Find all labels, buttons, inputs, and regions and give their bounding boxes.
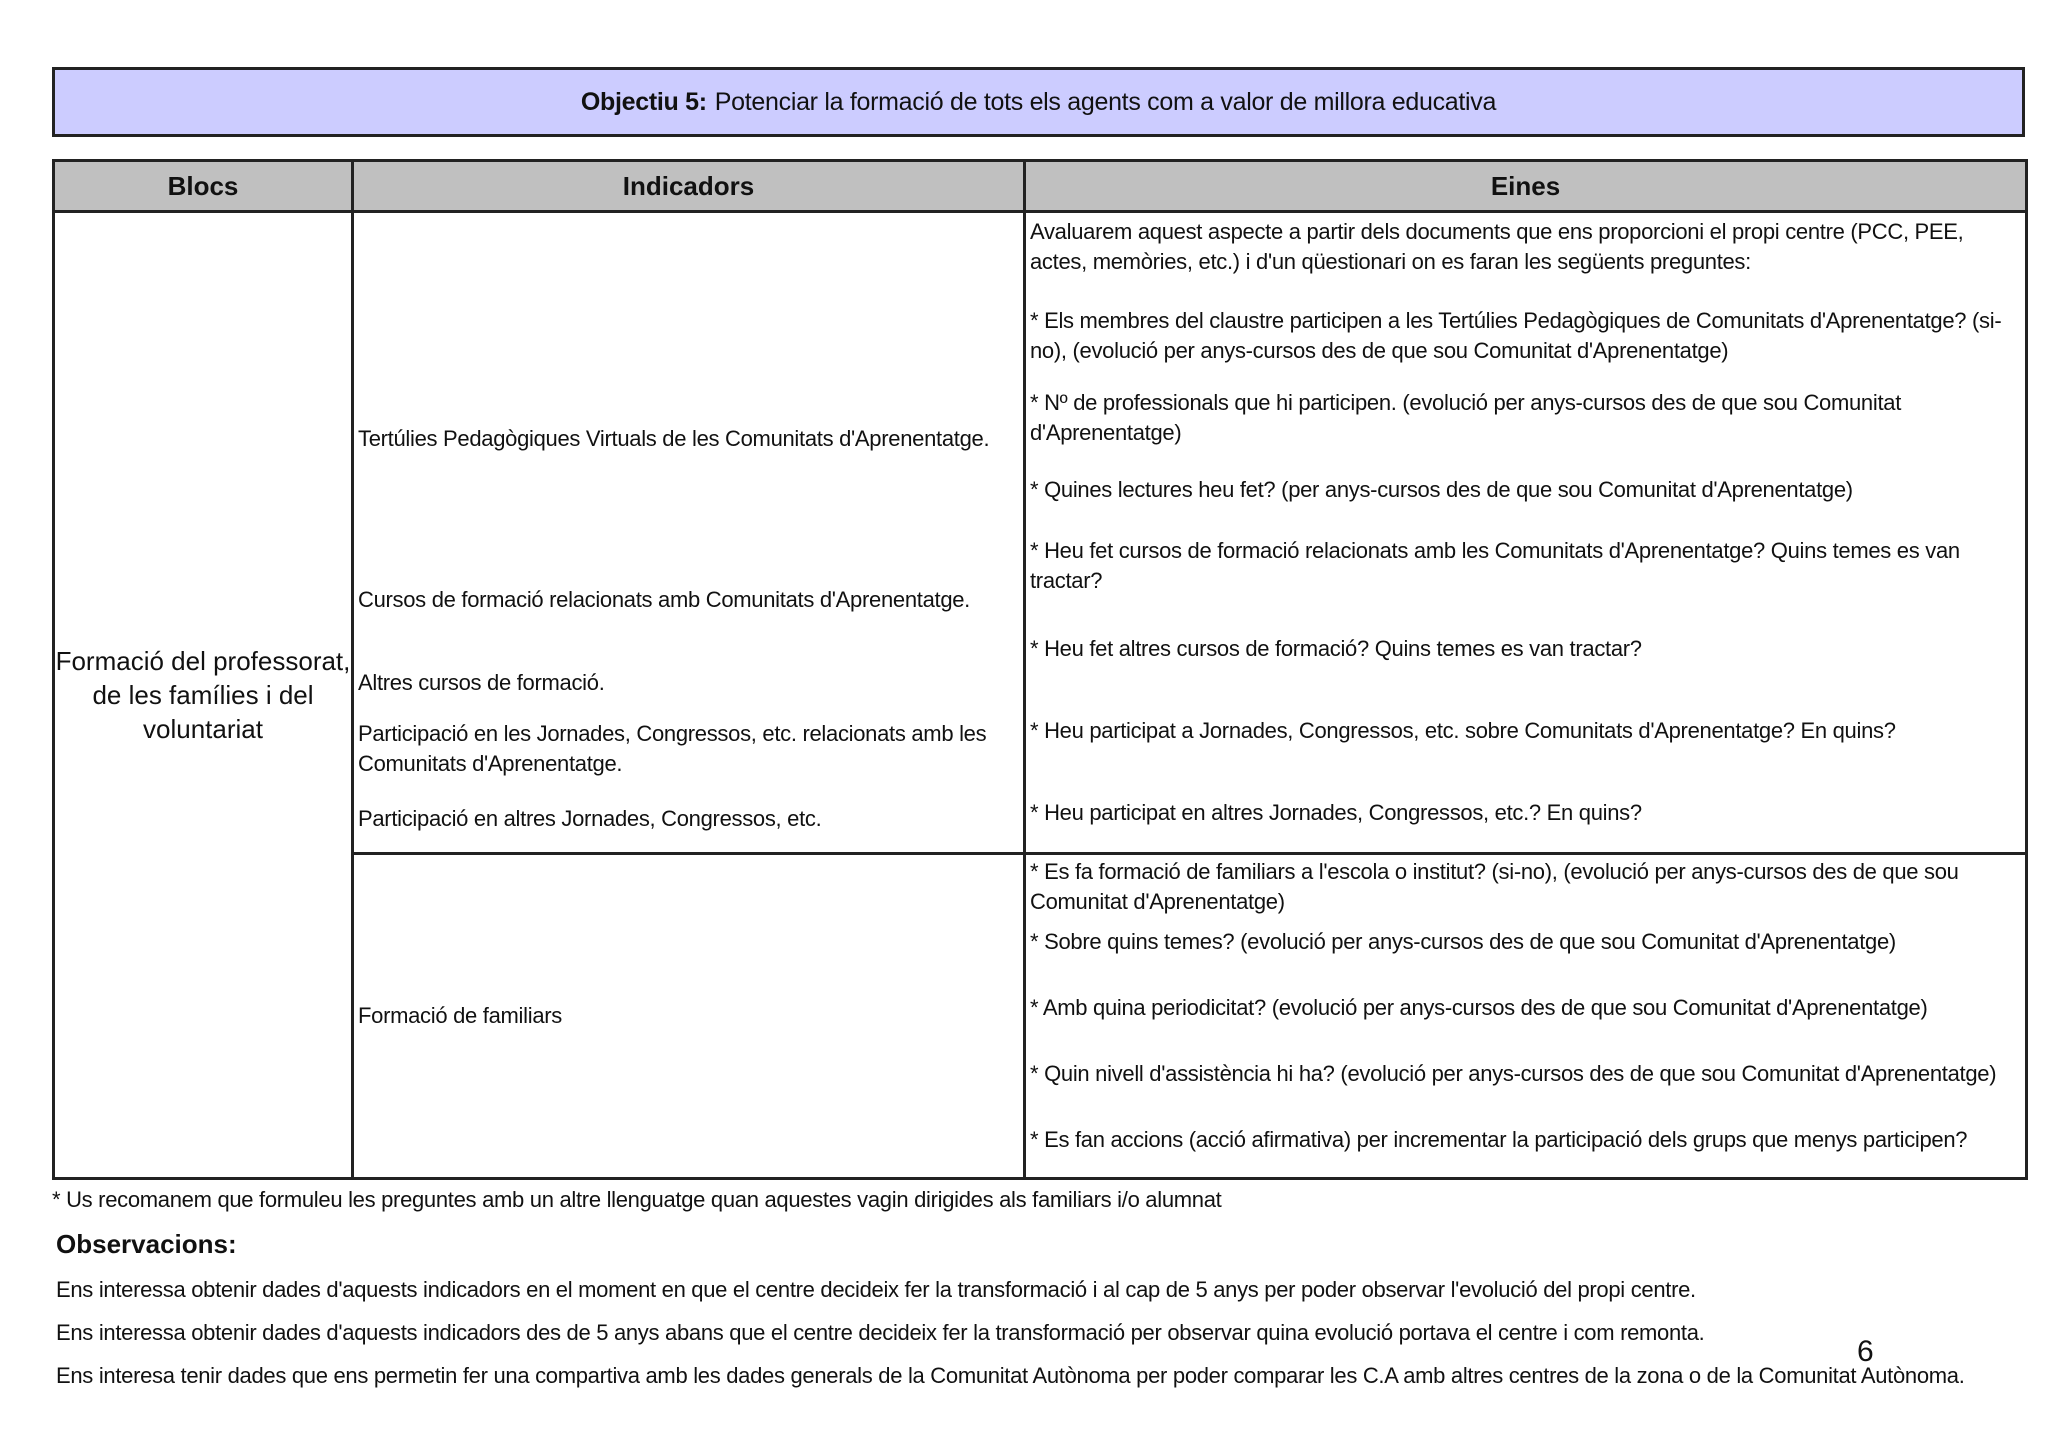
indicator-item: Formació de familiars: [358, 1003, 562, 1028]
indicators-table: [52, 159, 2028, 1180]
header-eines: Eines: [1025, 161, 2027, 212]
tool-item: * Quines lectures heu fet? (per anys-cursos des de que sou Comunitat d'Aprenentatge): [1030, 477, 1853, 502]
indicator-item: Altres cursos de formació.: [358, 669, 605, 695]
tool-item: * Heu participat a Jornades, Congressos, etc. sobre Comunitats d'Aprenentatge? En quins?: [1030, 718, 1896, 743]
tool-item: * Els membres del claustre participen a les Tertúlies Pedagògiques de Comunitats d'Aprenentatge? (si-no), (evolució per anys-cursos des de que sou Comunitat d'Aprenentatge): [1030, 308, 2002, 363]
tool-item: Avaluarem aquest aspecte a partir dels documents que ens proporcioni el propi centre (PCC, PEE, actes, memòries, etc.) i d'un qüestionari on es faran les següents preguntes:: [1030, 219, 1964, 274]
observation-line: Ens interessa obtenir dades d'aquests indicadors en el moment en que el centre decideix fer la transformació i al cap de 5 anys per poder observar l'evolució del propi centre.: [56, 1277, 1696, 1302]
indicator-item: Participació en altres Jornades, Congressos, etc.: [358, 806, 822, 831]
header-indicadors: Indicadors: [353, 161, 1025, 212]
tool-item: * Heu fet cursos de formació relacionats amb les Comunitats d'Aprenentatge? Quins temes es van tractar?: [1030, 538, 1960, 593]
indicators-cell: [353, 854, 1025, 1179]
bloc-cell: Formació del professorat, de les famílies i del voluntariat: [54, 212, 353, 1179]
tool-item: * Nº de professionals que hi participen. (evolució per anys-cursos des de que sou Comunitat d'Aprenentatge): [1030, 390, 1902, 445]
observation-line: Ens interesa tenir dades que ens permetin fer una compartiva amb les dades generals de la Comunitat Autònoma per poder comparar les C.A amb altres centres de la zona o de la Comunitat Autònoma.: [56, 1363, 1965, 1388]
table-row: [54, 212, 2027, 854]
observations-title: Observacions:: [56, 1229, 237, 1259]
objective-banner: [52, 67, 2025, 137]
indicators-cell: [353, 212, 1025, 854]
observation-line: Ens interessa obtenir dades d'aquests indicadors des de 5 anys abans que el centre decideix fer la transformació per observar quina evolució portava el centre i com remonta.: [56, 1320, 1705, 1345]
table-header-row: [54, 161, 2027, 212]
tool-item: * Sobre quins temes? (evolució per anys-cursos des de que sou Comunitat d'Aprenentatge): [1030, 929, 1896, 954]
tool-item: * Heu fet altres cursos de formació? Quins temes es van tractar?: [1030, 636, 1642, 661]
objective-text: Potenciar la formació de tots els agents com a valor de millora educativa: [714, 87, 1497, 116]
tool-item: * Heu participat en altres Jornades, Congressos, etc.? En quins?: [1030, 800, 1642, 825]
tool-item: * Amb quina periodicitat? (evolució per anys-cursos des de que sou Comunitat d'Aprenentatge): [1030, 995, 1928, 1020]
objective-label: Objectiu 5:: [580, 87, 707, 116]
footnote: * Us recomanem que formuleu les preguntes amb un altre llenguatge quan aquestes vagin dirigides als familiars i/o alumnat: [52, 1187, 1222, 1212]
tool-item: * Es fa formació de familiars a l'escola o institut? (si-no), (evolució per anys-cursos des de que sou Comunitat d'Aprenentatge): [1030, 859, 1959, 914]
indicator-item: Cursos de formació relacionats amb Comunitats d'Aprenentatge.: [358, 586, 970, 612]
indicator-item: Tertúlies Pedagògiques Virtuals de les Comunitats d'Aprenentatge.: [358, 426, 990, 451]
tools-cell: [1025, 854, 2027, 1179]
indicator-item: Participació en les Jornades, Congressos, etc. relacionats amb les Comunitats d'Aprenentatge.: [358, 721, 987, 776]
header-blocs: Blocs: [54, 161, 353, 212]
tool-item: * Quin nivell d'assistència hi ha? (evolució per anys-cursos des de que sou Comunitat d'Aprenentatge): [1030, 1061, 1997, 1086]
tool-item: * Es fan accions (acció afirmativa) per incrementar la participació dels grups que menys participen?: [1030, 1127, 1968, 1152]
tools-cell: [1025, 212, 2027, 854]
page-number: 6: [1857, 1335, 1874, 1368]
